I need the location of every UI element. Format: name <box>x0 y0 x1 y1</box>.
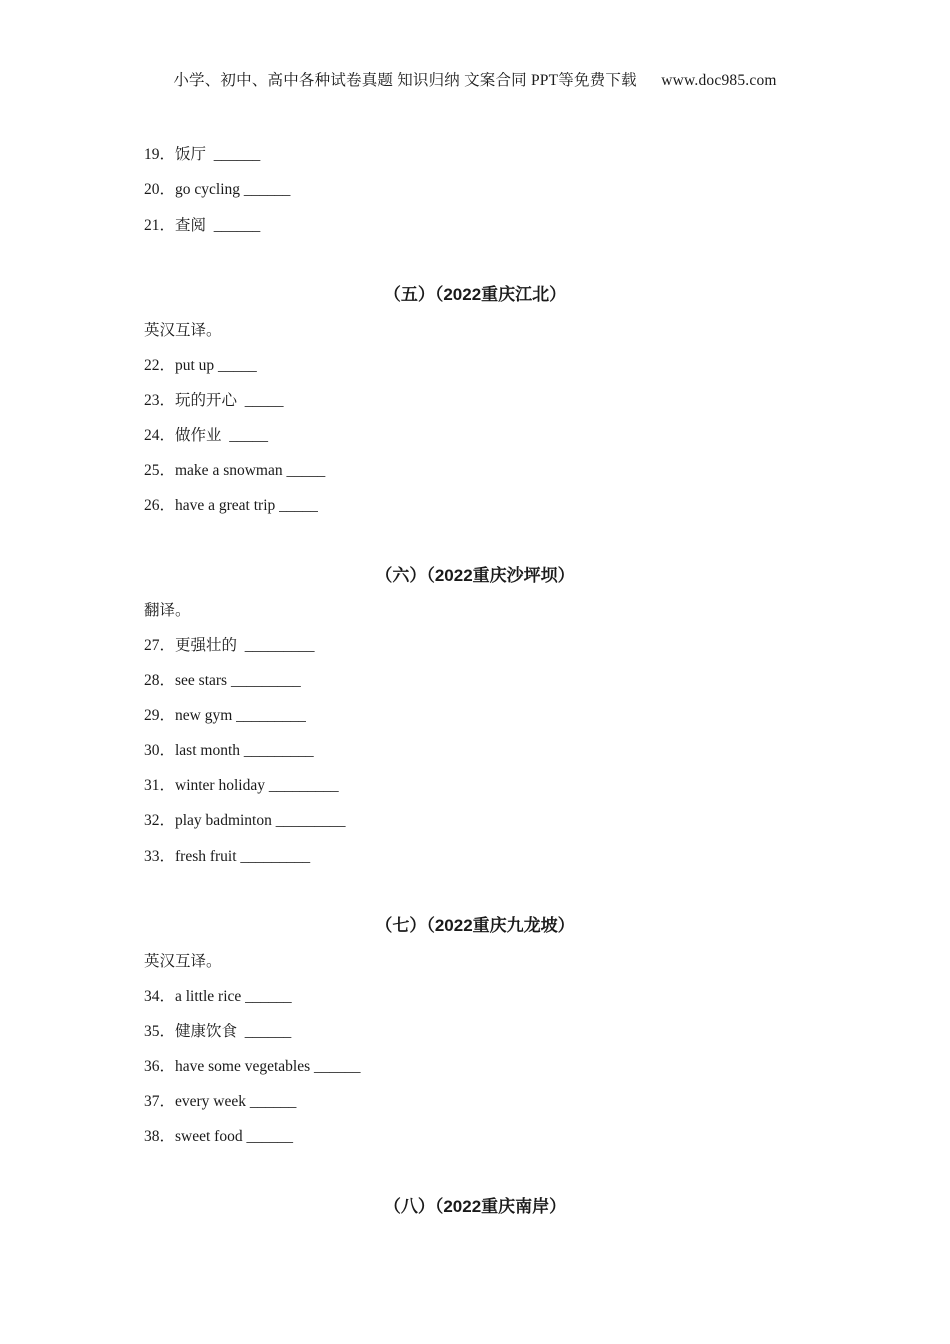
question-27: 27．更强壮的 _________ <box>144 637 315 654</box>
question-19: 19．饭厅 ______ <box>144 146 261 163</box>
question-26: 26．have a great trip _____ <box>144 497 318 514</box>
question-33: 33．fresh fruit _________ <box>144 848 311 865</box>
question-35: 35．健康饮食 ______ <box>144 1023 292 1040</box>
section-instruction-5: 英汉互译。 <box>144 322 222 339</box>
question-30: 30．last month _________ <box>144 742 314 759</box>
question-22: 22．put up _____ <box>144 357 257 374</box>
section-instruction-7: 英汉互译。 <box>144 953 222 970</box>
question-32: 32．play badminton _________ <box>144 812 346 829</box>
question-31: 31．winter holiday _________ <box>144 777 339 794</box>
section-title-6: （六）（2022重庆沙坪坝） <box>375 566 575 585</box>
question-20: 20．go cycling ______ <box>144 181 291 198</box>
section-title-8: （八）（2022重庆南岸） <box>383 1197 567 1216</box>
page-header: 小学、初中、高中各种试卷真题 知识归纳 文案合同 PPT等免费下载 www.doc985.com <box>173 72 777 89</box>
question-37: 37．every week ______ <box>144 1093 297 1110</box>
section-title-5: （五）（2022重庆江北） <box>383 285 567 304</box>
question-23: 23．玩的开心 _____ <box>144 392 284 409</box>
question-25: 25．make a snowman _____ <box>144 462 326 479</box>
question-36: 36．have some vegetables ______ <box>144 1058 361 1075</box>
question-34: 34．a little rice ______ <box>144 988 292 1005</box>
question-28: 28．see stars _________ <box>144 672 301 689</box>
question-21: 21．查阅 ______ <box>144 217 261 234</box>
question-38: 38．sweet food ______ <box>144 1128 293 1145</box>
question-24: 24．做作业 _____ <box>144 427 269 444</box>
section-instruction-6: 翻译。 <box>144 602 191 619</box>
section-title-7: （七）（2022重庆九龙坡） <box>375 916 575 935</box>
question-29: 29．new gym _________ <box>144 707 306 724</box>
